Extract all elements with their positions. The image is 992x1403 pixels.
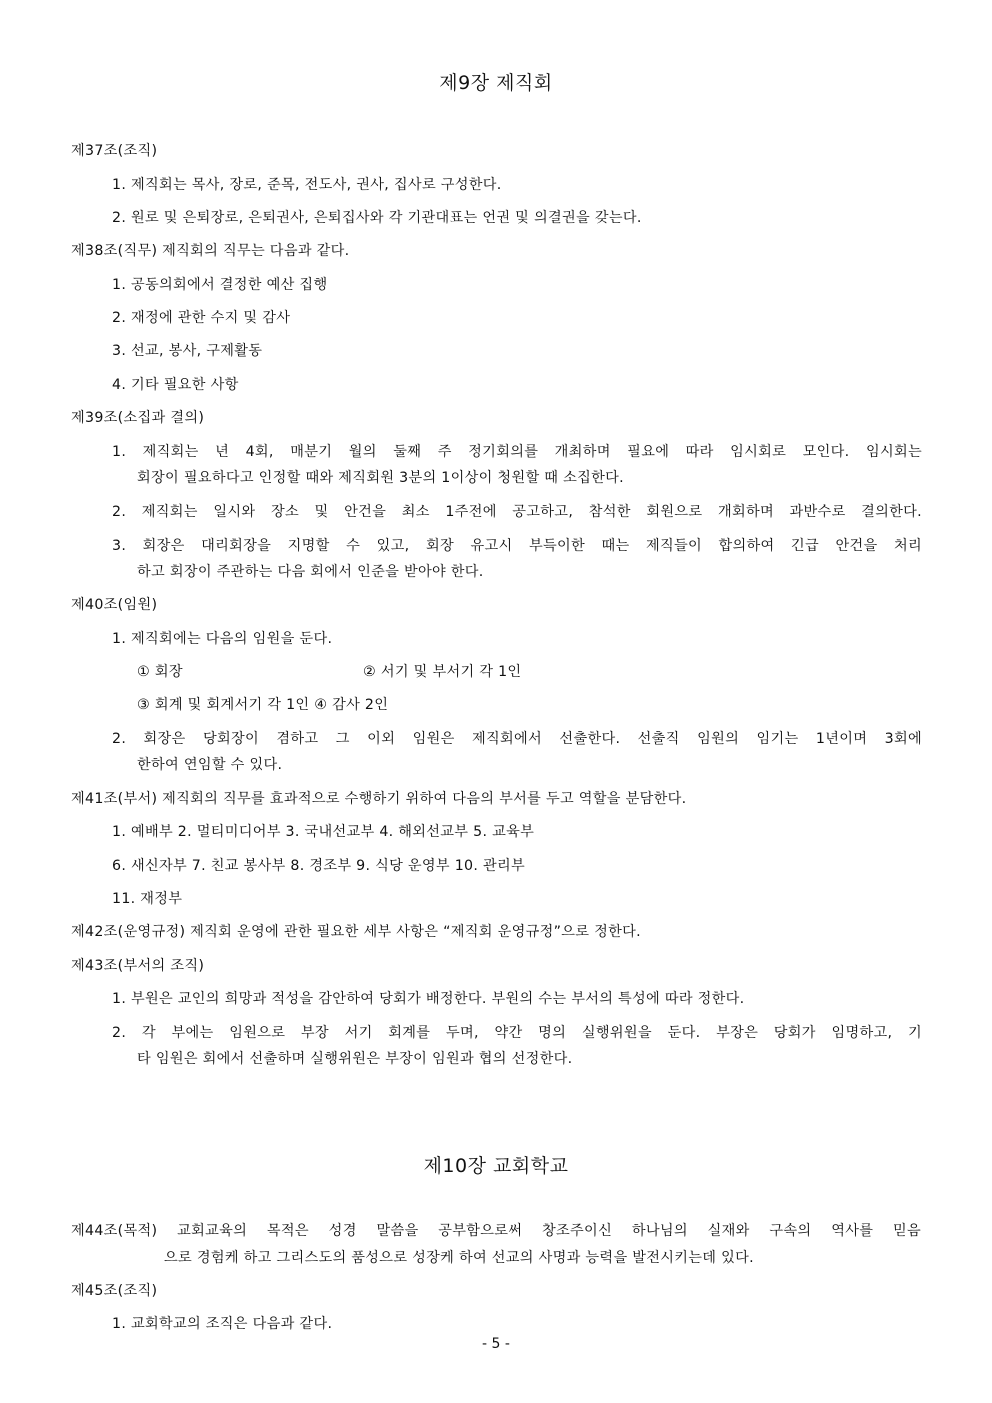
article-40-item-2-line-1: 2. 회장은 당회장이 겸하고 그 이외 임원은 제직회에서 선출한다. 선출직 임원의 임기는 1년이며 3회에 <box>112 731 922 747</box>
article-40-item-1: 1. 제직회에는 다음의 임원을 둔다. <box>112 631 333 647</box>
article-41-departments-1: 1. 예배부 2. 멀티미디어부 3. 국내선교부 4. 해외선교부 5. 교육부 <box>112 824 535 840</box>
article-37-heading: 제37조(조직) <box>71 143 158 159</box>
article-37-item-2: 2. 원로 및 은퇴장로, 은퇴권사, 은퇴집사와 각 기관대표는 언권 및 의결권을 갖는다. <box>112 210 642 226</box>
article-41-departments-2: 6. 새신자부 7. 친교 봉사부 8. 경조부 9. 식당 운영부 10. 관리부 <box>112 858 526 874</box>
article-38-heading: 제38조(직무) 제직회의 직무는 다음과 같다. <box>71 243 350 259</box>
article-39-item-3-line-1: 3. 회장은 대리회장을 지명할 수 있고, 회장 유고시 부득이한 때는 제직들이 합의하여 긴급 안건을 처리 <box>112 538 922 554</box>
officer-president: ① 회장 <box>137 664 183 680</box>
article-44-line-1: 제44조(목적) 교회교육의 목적은 성경 말씀을 공부함으로써 창조주이신 하나님의 실재와 구속의 역사를 믿음 <box>71 1223 921 1239</box>
article-43-item-2-line-1: 2. 각 부에는 임원으로 부장 서기 회계를 두며, 약간 명의 실행위원을 둔다. 부장은 당회가 임명하고, 기 <box>112 1025 922 1041</box>
article-43-heading: 제43조(부서의 조직) <box>71 958 205 974</box>
article-38-item-2: 2. 재정에 관한 수지 및 감사 <box>112 310 291 326</box>
article-39-item-1-line-1: 1. 제직회는 년 4회, 매분기 월의 둘째 주 정기회의를 개최하며 필요에 따라 임시회로 모인다. 임시회는 <box>112 444 922 460</box>
article-40-heading: 제40조(임원) <box>71 597 158 613</box>
chapter-9-title: 제9장 제직회 <box>439 72 553 94</box>
article-38-item-1: 1. 공동의회에서 결정한 예산 집행 <box>112 277 328 293</box>
article-39-item-1-line-2: 회장이 필요하다고 인정할 때와 제직회원 3분의 1이상이 청원할 때 소집한다. <box>137 470 624 486</box>
chapter-10-title: 제10장 교회학교 <box>423 1155 569 1177</box>
article-45-heading: 제45조(조직) <box>71 1283 158 1299</box>
article-39-item-2: 2. 제직회는 일시와 장소 및 안건을 최소 1주전에 공고하고, 참석한 회원으로 개회하며 과반수로 결의한다. <box>112 504 922 520</box>
officer-secretary: ② 서기 및 부서기 각 1인 <box>363 664 522 680</box>
article-37-item-1: 1. 제직회는 목사, 장로, 준목, 전도사, 권사, 집사로 구성한다. <box>112 177 502 193</box>
officer-treasurer-auditor: ③ 회계 및 회계서기 각 1인 ④ 감사 2인 <box>137 697 389 713</box>
article-41-heading: 제41조(부서) 제직회의 직무를 효과적으로 수행하기 위하여 다음의 부서를 두고 역할을 분담한다. <box>71 791 687 807</box>
article-39-item-3-line-2: 하고 회장이 주관하는 다음 회에서 인준을 받아야 한다. <box>137 564 484 580</box>
article-44-line-2: 으로 경험케 하고 그리스도의 품성으로 성장케 하여 선교의 사명과 능력을 발전시키는데 있다. <box>164 1250 754 1266</box>
article-43-item-1: 1. 부원은 교인의 희망과 적성을 감안하여 당회가 배정한다. 부원의 수는 부서의 특성에 따라 정한다. <box>112 991 745 1007</box>
article-43-item-2-line-2: 타 임원은 회에서 선출하며 실행위원은 부장이 임원과 협의 선정한다. <box>137 1051 573 1067</box>
article-45-item-1: 1. 교회학교의 조직은 다음과 같다. <box>112 1316 333 1332</box>
article-38-item-3: 3. 선교, 봉사, 구제활동 <box>112 343 263 359</box>
article-40-item-2-line-2: 한하여 연임할 수 있다. <box>137 757 283 773</box>
page-number: - 5 - <box>482 1336 510 1352</box>
article-39-heading: 제39조(소집과 결의) <box>71 410 205 426</box>
article-38-item-4: 4. 기타 필요한 사항 <box>112 377 239 393</box>
article-42-heading: 제42조(운영규정) 제직회 운영에 관한 필요한 세부 사항은 “제직회 운영규정”으로 정한다. <box>71 924 641 940</box>
article-41-departments-3: 11. 재정부 <box>112 891 183 907</box>
